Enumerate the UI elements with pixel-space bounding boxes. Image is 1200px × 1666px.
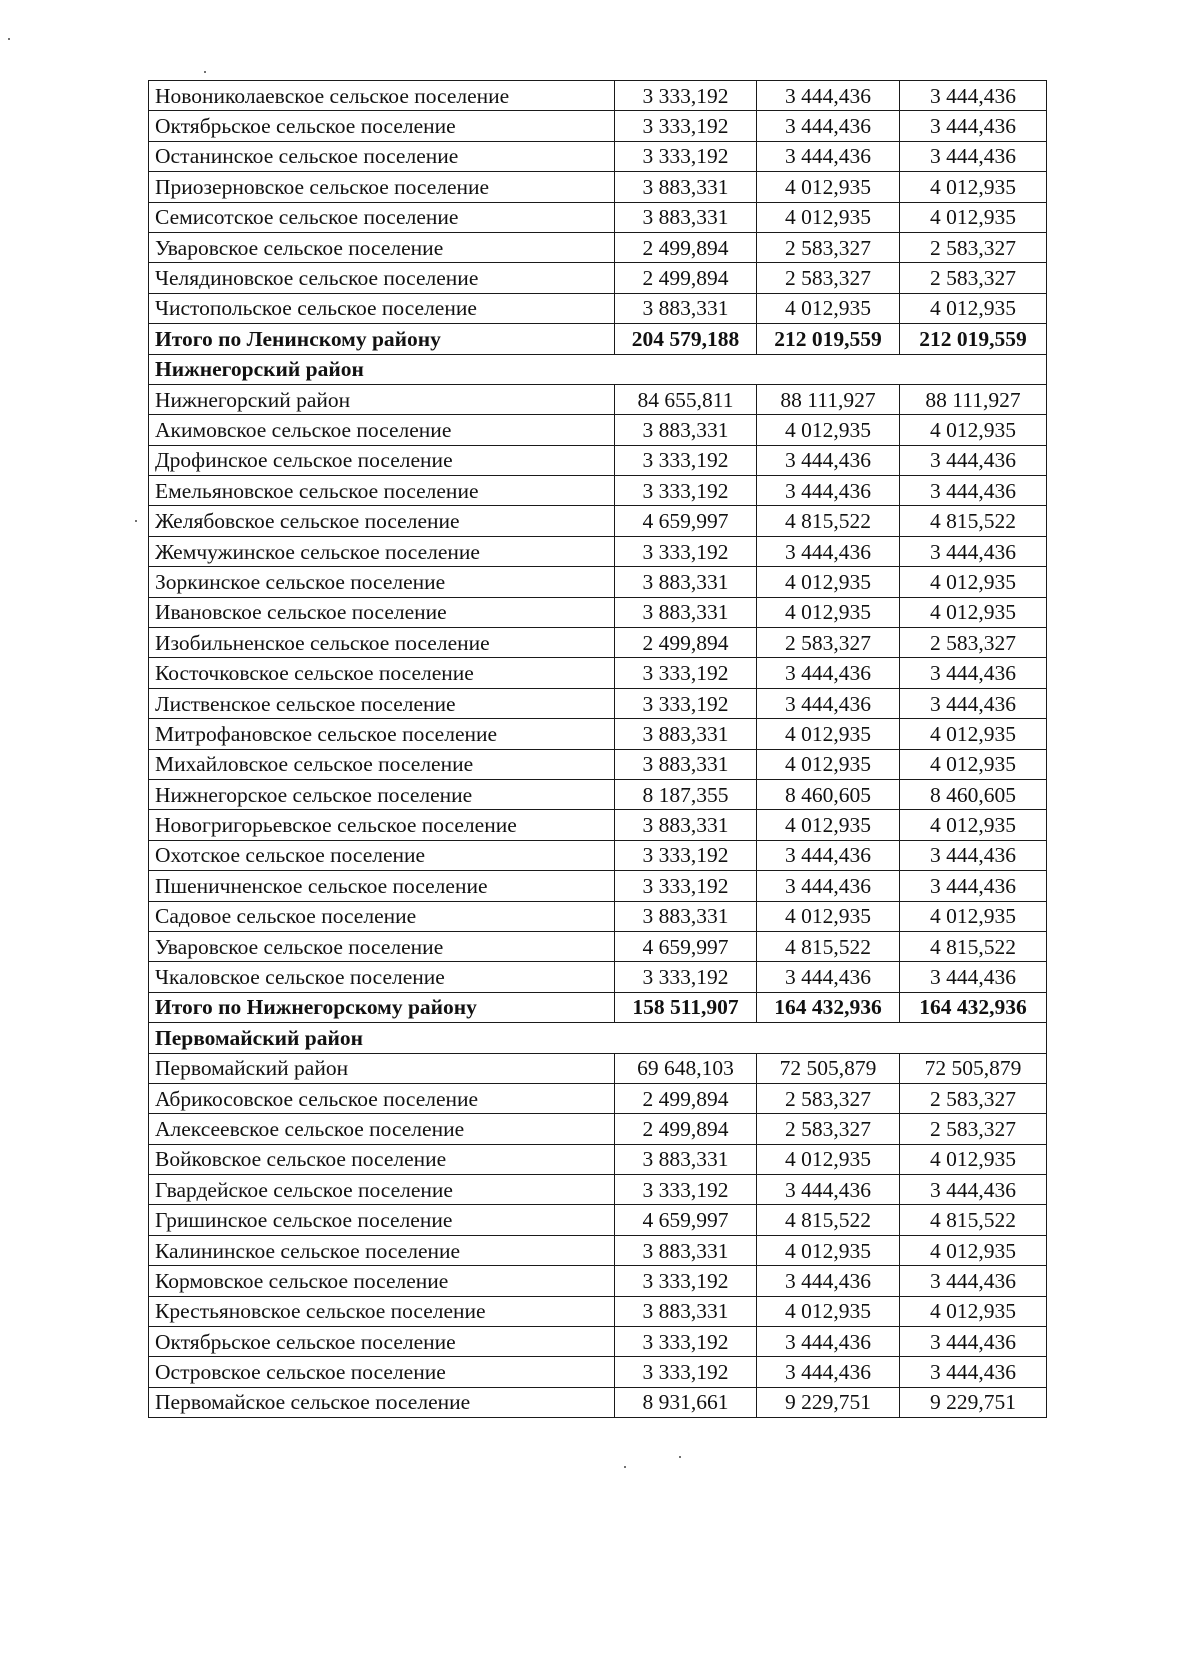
value-cell-1: 3 333,192 [615, 1175, 757, 1205]
table-row [149, 749, 1047, 779]
value-cell-1: 3 333,192 [615, 871, 757, 901]
value-cell-1: 3 333,192 [615, 840, 757, 870]
value-cell-3: 3 444,436 [900, 1175, 1047, 1205]
table-row [149, 506, 1047, 536]
value-cell-2: 2 583,327 [757, 263, 900, 293]
settlement-name-cell: Абрикосовское сельское поселение [149, 1083, 615, 1113]
value-cell-1: 3 883,331 [615, 293, 757, 323]
value-cell-3: 3 444,436 [900, 536, 1047, 566]
value-cell-1: 3 883,331 [615, 901, 757, 931]
value-cell-1: 3 333,192 [615, 1327, 757, 1357]
value-cell-2: 4 012,935 [757, 749, 900, 779]
scan-speck [135, 520, 137, 522]
value-cell-3: 3 444,436 [900, 111, 1047, 141]
settlement-name-cell: Новониколаевское сельское поселение [149, 81, 615, 111]
settlement-name-cell: Гвардейское сельское поселение [149, 1175, 615, 1205]
table-row [149, 445, 1047, 475]
table-row [149, 1144, 1047, 1174]
table-row [149, 141, 1047, 171]
table-row [149, 476, 1047, 506]
value-cell-1: 158 511,907 [615, 992, 757, 1022]
value-cell-3: 4 815,522 [900, 931, 1047, 961]
value-cell-2: 3 444,436 [757, 840, 900, 870]
value-cell-2: 4 012,935 [757, 810, 900, 840]
value-cell-1: 2 499,894 [615, 628, 757, 658]
table-row [149, 779, 1047, 809]
table-row [149, 1083, 1047, 1113]
value-cell-2: 4 815,522 [757, 1205, 900, 1235]
value-cell-1: 69 648,103 [615, 1053, 757, 1083]
value-cell-1: 3 333,192 [615, 445, 757, 475]
table-row [149, 719, 1047, 749]
value-cell-3: 4 012,935 [900, 293, 1047, 323]
value-cell-2: 3 444,436 [757, 1175, 900, 1205]
value-cell-1: 3 333,192 [615, 81, 757, 111]
table-row [149, 263, 1047, 293]
table-row [149, 1296, 1047, 1326]
value-cell-3: 4 012,935 [900, 719, 1047, 749]
value-cell-1: 8 931,661 [615, 1387, 757, 1417]
value-cell-3: 4 012,935 [900, 749, 1047, 779]
table-row [149, 536, 1047, 566]
value-cell-1: 4 659,997 [615, 1205, 757, 1235]
value-cell-2: 4 012,935 [757, 1144, 900, 1174]
table-row [149, 81, 1047, 111]
settlement-name-cell: Октябрьское сельское поселение [149, 1327, 615, 1357]
table-row [149, 901, 1047, 931]
settlement-name-cell: Уваровское сельское поселение [149, 232, 615, 262]
table-row [149, 1266, 1047, 1296]
value-cell-3: 4 012,935 [900, 1235, 1047, 1265]
value-cell-1: 3 883,331 [615, 1296, 757, 1326]
value-cell-1: 3 883,331 [615, 749, 757, 779]
value-cell-1: 3 333,192 [615, 476, 757, 506]
settlement-name-cell: Охотское сельское поселение [149, 840, 615, 870]
table-row [149, 172, 1047, 202]
table-row [149, 931, 1047, 961]
value-cell-2: 3 444,436 [757, 1357, 900, 1387]
value-cell-2: 2 583,327 [757, 232, 900, 262]
table-row [149, 628, 1047, 658]
settlement-name-cell: Ивановское сельское поселение [149, 597, 615, 627]
value-cell-2: 4 012,935 [757, 172, 900, 202]
settlement-name-cell: Калининское сельское поселение [149, 1235, 615, 1265]
settlement-name-cell: Уваровское сельское поселение [149, 931, 615, 961]
value-cell-3: 2 583,327 [900, 263, 1047, 293]
table-row [149, 688, 1047, 718]
value-cell-2: 3 444,436 [757, 1266, 900, 1296]
settlement-name-cell: Пшеничненское сельское поселение [149, 871, 615, 901]
value-cell-2: 4 012,935 [757, 597, 900, 627]
value-cell-3: 72 505,879 [900, 1053, 1047, 1083]
value-cell-3: 3 444,436 [900, 1357, 1047, 1387]
value-cell-3: 164 432,936 [900, 992, 1047, 1022]
value-cell-3: 4 815,522 [900, 1205, 1047, 1235]
value-cell-3: 2 583,327 [900, 1114, 1047, 1144]
value-cell-1: 3 333,192 [615, 688, 757, 718]
value-cell-2: 4 012,935 [757, 1235, 900, 1265]
value-cell-2: 4 012,935 [757, 202, 900, 232]
value-cell-3: 3 444,436 [900, 1327, 1047, 1357]
value-cell-3: 4 012,935 [900, 1296, 1047, 1326]
value-cell-1: 4 659,997 [615, 931, 757, 961]
value-cell-1: 3 883,331 [615, 202, 757, 232]
value-cell-1: 3 333,192 [615, 658, 757, 688]
table-row [149, 1053, 1047, 1083]
table-row [149, 111, 1047, 141]
value-cell-2: 4 012,935 [757, 567, 900, 597]
settlement-name-cell: Чистопольское сельское поселение [149, 293, 615, 323]
settlement-name-cell: Крестьяновское сельское поселение [149, 1296, 615, 1326]
value-cell-2: 3 444,436 [757, 688, 900, 718]
value-cell-2: 4 012,935 [757, 1296, 900, 1326]
value-cell-1: 3 333,192 [615, 141, 757, 171]
value-cell-3: 4 012,935 [900, 202, 1047, 232]
table-row [149, 962, 1047, 992]
value-cell-3: 4 012,935 [900, 901, 1047, 931]
section-title: Первомайский район [149, 1023, 1047, 1053]
budget-table [148, 80, 1047, 1418]
value-cell-3: 4 012,935 [900, 1144, 1047, 1174]
total-row [149, 324, 1047, 354]
value-cell-2: 88 111,927 [757, 384, 900, 414]
value-cell-3: 3 444,436 [900, 476, 1047, 506]
value-cell-2: 72 505,879 [757, 1053, 900, 1083]
table-row [149, 202, 1047, 232]
value-cell-2: 3 444,436 [757, 141, 900, 171]
table-row [149, 840, 1047, 870]
value-cell-2: 3 444,436 [757, 658, 900, 688]
table-row [149, 810, 1047, 840]
value-cell-3: 4 815,522 [900, 506, 1047, 536]
settlement-name-cell: Островское сельское поселение [149, 1357, 615, 1387]
value-cell-3: 212 019,559 [900, 324, 1047, 354]
table-row [149, 1387, 1047, 1417]
value-cell-2: 164 432,936 [757, 992, 900, 1022]
settlement-name-cell: Кормовское сельское поселение [149, 1266, 615, 1296]
value-cell-3: 2 583,327 [900, 1083, 1047, 1113]
value-cell-2: 212 019,559 [757, 324, 900, 354]
settlement-name-cell: Зоркинское сельское поселение [149, 567, 615, 597]
value-cell-2: 4 012,935 [757, 719, 900, 749]
table-row [149, 1357, 1047, 1387]
settlement-name-cell: Войковское сельское поселение [149, 1144, 615, 1174]
settlement-name-cell: Нижнегорский район [149, 384, 615, 414]
value-cell-2: 8 460,605 [757, 779, 900, 809]
table-row [149, 567, 1047, 597]
table-row [149, 293, 1047, 323]
value-cell-1: 3 333,192 [615, 962, 757, 992]
settlement-name-cell: Митрофановское сельское поселение [149, 719, 615, 749]
settlement-name-cell: Косточковское сельское поселение [149, 658, 615, 688]
value-cell-2: 3 444,436 [757, 871, 900, 901]
value-cell-3: 9 229,751 [900, 1387, 1047, 1417]
value-cell-1: 8 187,355 [615, 779, 757, 809]
value-cell-3: 3 444,436 [900, 1266, 1047, 1296]
table-row [149, 415, 1047, 445]
value-cell-2: 4 012,935 [757, 901, 900, 931]
settlement-name-cell: Приозерновское сельское поселение [149, 172, 615, 202]
value-cell-3: 3 444,436 [900, 688, 1047, 718]
settlement-name-cell: Первомайский район [149, 1053, 615, 1083]
table-row [149, 1205, 1047, 1235]
table-row [149, 384, 1047, 414]
value-cell-1: 3 333,192 [615, 1357, 757, 1387]
value-cell-3: 3 444,436 [900, 81, 1047, 111]
value-cell-3: 88 111,927 [900, 384, 1047, 414]
settlement-name-cell: Останинское сельское поселение [149, 141, 615, 171]
settlement-name-cell: Новогригорьевское сельское поселение [149, 810, 615, 840]
value-cell-2: 3 444,436 [757, 962, 900, 992]
value-cell-2: 2 583,327 [757, 1083, 900, 1113]
value-cell-1: 204 579,188 [615, 324, 757, 354]
value-cell-3: 3 444,436 [900, 840, 1047, 870]
settlement-name-cell: Лиственское сельское поселение [149, 688, 615, 718]
settlement-name-cell: Дрофинское сельское поселение [149, 445, 615, 475]
value-cell-2: 4 012,935 [757, 415, 900, 445]
value-cell-1: 3 883,331 [615, 1235, 757, 1265]
scan-speck [8, 38, 10, 40]
value-cell-1: 3 883,331 [615, 810, 757, 840]
value-cell-3: 2 583,327 [900, 628, 1047, 658]
table-row [149, 871, 1047, 901]
settlement-name-cell: Нижнегорское сельское поселение [149, 779, 615, 809]
value-cell-3: 4 012,935 [900, 597, 1047, 627]
value-cell-1: 2 499,894 [615, 232, 757, 262]
settlement-name-cell: Чкаловское сельское поселение [149, 962, 615, 992]
settlement-name-cell: Семисотское сельское поселение [149, 202, 615, 232]
settlement-name-cell: Михайловское сельское поселение [149, 749, 615, 779]
total-row [149, 992, 1047, 1022]
value-cell-2: 3 444,436 [757, 1327, 900, 1357]
value-cell-2: 4 815,522 [757, 931, 900, 961]
value-cell-3: 3 444,436 [900, 141, 1047, 171]
value-cell-3: 4 012,935 [900, 810, 1047, 840]
value-cell-2: 3 444,436 [757, 111, 900, 141]
section-header-row [149, 354, 1047, 384]
value-cell-2: 3 444,436 [757, 476, 900, 506]
value-cell-3: 3 444,436 [900, 962, 1047, 992]
table-row [149, 658, 1047, 688]
value-cell-2: 4 815,522 [757, 506, 900, 536]
value-cell-1: 4 659,997 [615, 506, 757, 536]
value-cell-3: 3 444,436 [900, 871, 1047, 901]
settlement-name-cell: Акимовское сельское поселение [149, 415, 615, 445]
value-cell-1: 84 655,811 [615, 384, 757, 414]
value-cell-2: 2 583,327 [757, 1114, 900, 1144]
table-row [149, 1175, 1047, 1205]
value-cell-2: 3 444,436 [757, 445, 900, 475]
value-cell-1: 2 499,894 [615, 1083, 757, 1113]
value-cell-3: 4 012,935 [900, 567, 1047, 597]
table-row [149, 1327, 1047, 1357]
settlement-name-cell: Алексеевское сельское поселение [149, 1114, 615, 1144]
value-cell-1: 3 883,331 [615, 719, 757, 749]
settlement-name-cell: Гришинское сельское поселение [149, 1205, 615, 1235]
table-row [149, 597, 1047, 627]
section-header-row [149, 1023, 1047, 1053]
settlement-name-cell: Челядиновское сельское поселение [149, 263, 615, 293]
settlement-name-cell: Итого по Ленинскому району [149, 324, 615, 354]
settlement-name-cell: Октябрьское сельское поселение [149, 111, 615, 141]
budget-table-body [149, 81, 1047, 1418]
value-cell-1: 3 883,331 [615, 415, 757, 445]
table-row [149, 1235, 1047, 1265]
value-cell-1: 3 333,192 [615, 536, 757, 566]
value-cell-1: 2 499,894 [615, 1114, 757, 1144]
value-cell-1: 2 499,894 [615, 263, 757, 293]
value-cell-1: 3 333,192 [615, 1266, 757, 1296]
settlement-name-cell: Емельяновское сельское поселение [149, 476, 615, 506]
settlement-name-cell: Первомайское сельское поселение [149, 1387, 615, 1417]
value-cell-3: 2 583,327 [900, 232, 1047, 262]
value-cell-2: 3 444,436 [757, 536, 900, 566]
value-cell-3: 8 460,605 [900, 779, 1047, 809]
value-cell-1: 3 883,331 [615, 567, 757, 597]
settlement-name-cell: Итого по Нижнегорскому району [149, 992, 615, 1022]
value-cell-3: 3 444,436 [900, 658, 1047, 688]
scan-speck [204, 71, 206, 73]
value-cell-1: 3 333,192 [615, 111, 757, 141]
table-row [149, 232, 1047, 262]
value-cell-3: 4 012,935 [900, 172, 1047, 202]
scan-speck [679, 1456, 681, 1458]
settlement-name-cell: Желябовское сельское поселение [149, 506, 615, 536]
settlement-name-cell: Изобильненское сельское поселение [149, 628, 615, 658]
value-cell-1: 3 883,331 [615, 172, 757, 202]
value-cell-2: 2 583,327 [757, 628, 900, 658]
settlement-name-cell: Садовое сельское поселение [149, 901, 615, 931]
settlement-name-cell: Жемчужинское сельское поселение [149, 536, 615, 566]
value-cell-3: 4 012,935 [900, 415, 1047, 445]
table-row [149, 1114, 1047, 1144]
value-cell-2: 9 229,751 [757, 1387, 900, 1417]
section-title: Нижнегорский район [149, 354, 1047, 384]
value-cell-3: 3 444,436 [900, 445, 1047, 475]
value-cell-1: 3 883,331 [615, 597, 757, 627]
scan-speck [624, 1466, 626, 1468]
value-cell-2: 3 444,436 [757, 81, 900, 111]
value-cell-2: 4 012,935 [757, 293, 900, 323]
value-cell-1: 3 883,331 [615, 1144, 757, 1174]
